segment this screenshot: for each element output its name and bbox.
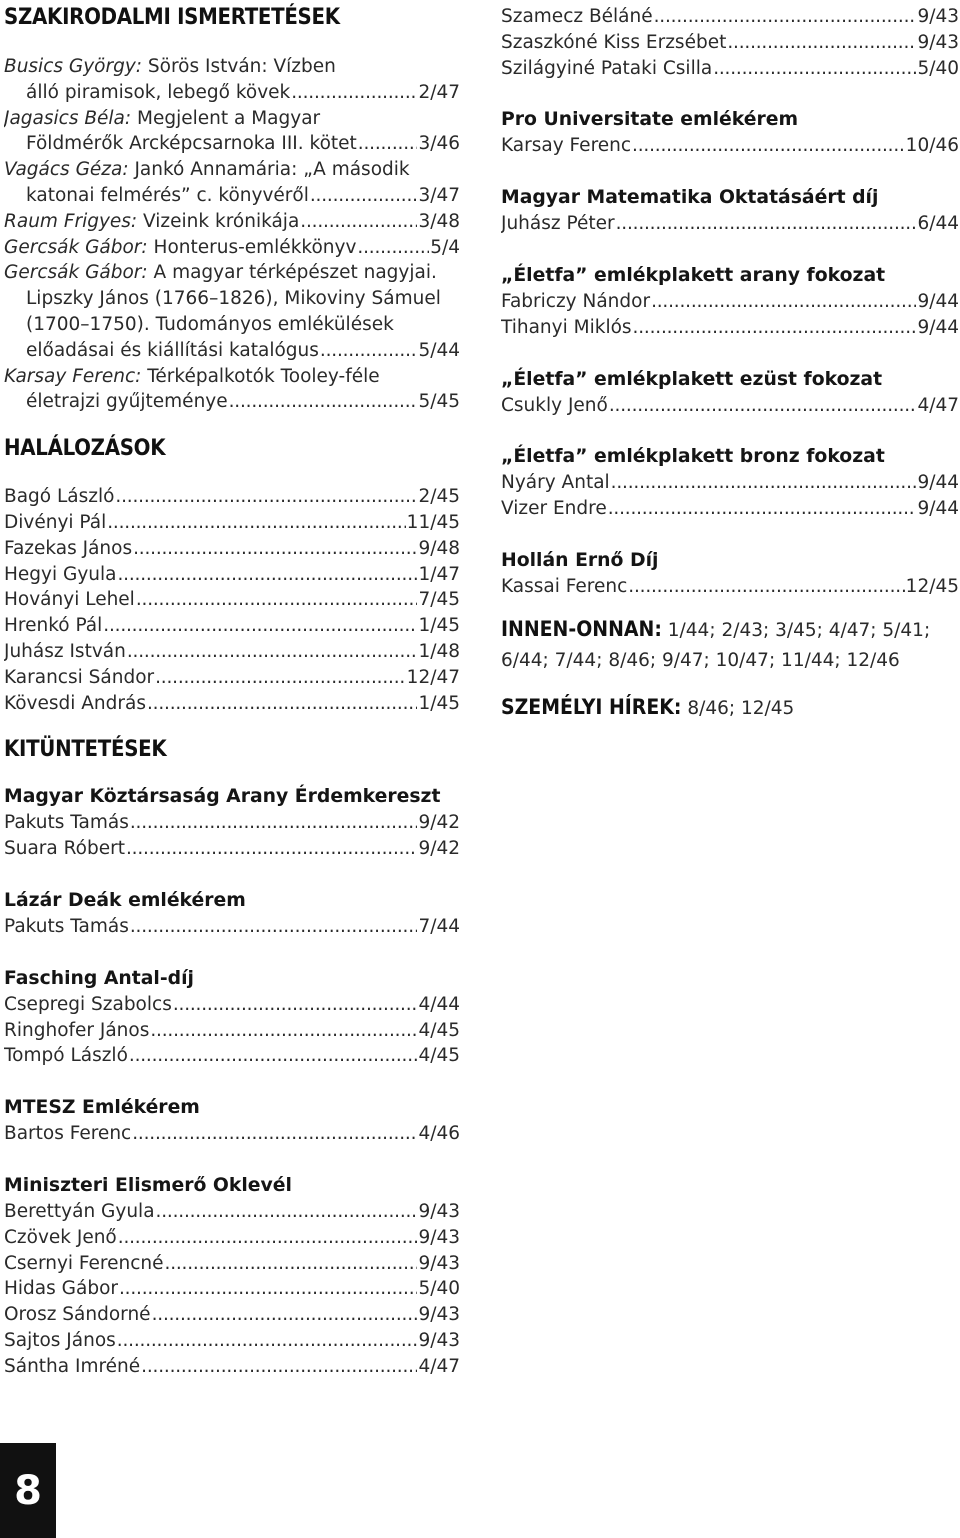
entry-text [4, 209, 299, 235]
dot-leader [117, 1328, 418, 1354]
personal-news-refs: 8/46; 12/45 [687, 697, 795, 719]
group-gap [4, 940, 460, 966]
dot-leader [119, 1276, 417, 1302]
group-gap [501, 159, 959, 185]
entry-text [4, 106, 320, 132]
dot-leader [291, 80, 417, 106]
entry-text: Hidas Gábor [4, 1278, 118, 1300]
award-title: „Életfa” emlékplakett arany fokozat [501, 264, 886, 286]
literature-entry-continuation [4, 338, 460, 364]
obituary-item [4, 639, 460, 665]
dot-leader [628, 574, 904, 600]
literature-entry [4, 235, 460, 261]
literature-entry [4, 106, 460, 132]
issue-ref: 9/43 [917, 6, 959, 27]
deaths-section-title: HALÁLOZÁSOK [4, 436, 166, 462]
dot-leader [357, 235, 429, 261]
entry-text: Hegyi Gyula [4, 563, 117, 585]
dot-leader [654, 4, 917, 30]
issue-ref: 12/47 [406, 666, 460, 688]
entry-author: Gercsák Gábor: [4, 236, 148, 258]
entry-text: Ringhofer János [4, 1019, 150, 1041]
award-recipient [4, 1043, 460, 1069]
entry-text: Szilágyiné Pataki Csilla [501, 57, 713, 79]
issue-ref: 6/44 [917, 213, 959, 235]
personal-news-label: SZEMÉLYI HÍREK: [501, 694, 682, 719]
entry-text: Karancsi Sándor [4, 666, 155, 688]
award-recipient [501, 393, 959, 419]
dot-leader [633, 315, 917, 341]
literature-entry [4, 157, 460, 183]
issue-ref: 9/48 [418, 537, 460, 559]
award-recipient [4, 1251, 460, 1277]
entry-text: katonai felmérés” c. könyvéről [26, 184, 309, 206]
obituary-item [4, 536, 460, 562]
entry-author: Jagasics Béla: [4, 107, 132, 129]
entry-text: Csernyi Ferencné [4, 1252, 164, 1274]
left-column [4, 0, 460, 1379]
entry-text: Pakuts Tamás [4, 812, 129, 834]
entry-text: Sajtos János [4, 1329, 116, 1351]
obituary-item [4, 484, 460, 510]
award-title: Hollán Ernő Díj [501, 549, 659, 571]
entry-title: Honterus-emlékkönyv [153, 236, 357, 258]
entry-title: Sörös István: Vízben [147, 56, 336, 77]
award-recipient [4, 992, 460, 1018]
award-recipient [4, 1225, 460, 1251]
entry-text: Földmérők Arcképcsarnoka III. kötet [26, 133, 357, 155]
deaths-list [4, 484, 460, 716]
dot-leader [118, 562, 418, 588]
award-recipient [4, 1328, 460, 1354]
dot-leader [609, 393, 917, 419]
issue-ref: 3/48 [418, 210, 460, 232]
dot-leader [310, 183, 418, 209]
issue-ref: 2/47 [418, 81, 460, 103]
award-recipient [4, 1276, 460, 1302]
group-gap [4, 1147, 460, 1173]
awards-list-right [501, 81, 959, 599]
entry-text: Tompó László [4, 1045, 128, 1067]
group-gap [501, 341, 959, 367]
entry-text: Sántha Imréné [4, 1355, 141, 1377]
awards-list-left [4, 784, 460, 1379]
award-recipient [501, 56, 959, 82]
group-gap [4, 862, 460, 888]
dot-leader [118, 1225, 418, 1251]
dot-leader [320, 338, 418, 364]
issue-ref: 9/42 [418, 812, 460, 834]
entry-text: Bagó László [4, 486, 115, 508]
dot-leader [156, 1199, 418, 1225]
issue-ref: 3/47 [418, 184, 460, 206]
entry-author: Karsay Ferenc: [4, 365, 142, 387]
award-title: Magyar Köztársaság Arany Érdemkereszt [4, 786, 441, 808]
entry-title: Vizeink krónikája [143, 210, 300, 232]
issue-ref: 1/45 [418, 692, 460, 714]
issue-ref: 5/4 [430, 236, 460, 258]
issue-ref: 7/45 [418, 589, 460, 611]
dot-leader [300, 209, 417, 235]
group-gap [501, 418, 959, 444]
dot-leader [608, 496, 917, 522]
group-gap [501, 522, 959, 548]
dot-leader [147, 691, 417, 717]
literature-entry [4, 364, 460, 390]
literature-entry-continuation [4, 80, 460, 106]
issue-ref: 9/43 [418, 1200, 460, 1222]
entry-text: Szamecz Béláné [501, 6, 653, 27]
issue-ref: 7/44 [418, 915, 460, 937]
award-title: Lázár Deák emlékérem [4, 889, 246, 911]
dot-leader [129, 1043, 418, 1069]
issue-ref: 9/43 [418, 1226, 460, 1248]
literature-entry [4, 260, 460, 286]
issue-ref: 9/43 [418, 1304, 460, 1326]
issue-ref: 1/45 [418, 615, 460, 637]
award-recipient [501, 211, 959, 237]
dot-leader [155, 665, 406, 691]
issue-ref: 1/47 [418, 563, 460, 585]
entry-text: Nyáry Antal [501, 472, 610, 494]
entry-text [4, 157, 410, 183]
entry-text: Kassai Ferenc [501, 575, 628, 597]
dot-leader [616, 211, 917, 237]
issue-ref: 9/44 [917, 316, 959, 338]
entry-text: Bartos Ferenc [4, 1123, 132, 1145]
group-gap [501, 237, 959, 263]
entry-text: Juhász Péter [501, 213, 615, 235]
dot-leader [141, 1354, 417, 1380]
issue-ref: 5/40 [418, 1278, 460, 1300]
entry-text: Lipszky János (1766–1826), Mikoviny Sámuel [26, 288, 441, 310]
group-gap [501, 81, 959, 107]
awards-continuation-list [501, 4, 959, 81]
entry-title: Térképalkotók Tooley-féle [147, 365, 380, 387]
entry-author: Busics György: [4, 56, 143, 77]
issue-ref: 9/43 [917, 31, 959, 53]
issue-ref: 9/42 [418, 838, 460, 860]
issue-ref: 5/44 [418, 339, 460, 361]
award-recipient [4, 1018, 460, 1044]
literature-entry-continuation [4, 131, 460, 157]
entry-text: Orosz Sándorné [4, 1304, 151, 1326]
right-column [501, 0, 959, 724]
awards-section-title: KITÜNTETÉSEK [4, 737, 167, 763]
award-recipient [4, 1121, 460, 1147]
entry-title: Megjelent a Magyar [137, 107, 321, 129]
page-number-box [0, 1443, 56, 1538]
issue-ref: 10/46 [905, 135, 959, 157]
entry-text: életrajzi gyűjteménye [26, 391, 228, 413]
dot-leader [130, 914, 418, 940]
entry-text [4, 54, 336, 80]
dot-leader [651, 289, 916, 315]
literature-entry-continuation [4, 389, 460, 415]
obituary-item [4, 562, 460, 588]
entry-text: Pakuts Tamás [4, 915, 129, 937]
entry-text: Berettyán Gyula [4, 1200, 155, 1222]
entry-text: Suara Róbert [4, 838, 125, 860]
issue-ref: 5/45 [418, 391, 460, 413]
entry-author: Gercsák Gábor: [4, 262, 148, 284]
entry-text [4, 235, 356, 261]
dot-leader [632, 133, 905, 159]
issue-ref: 11/45 [406, 511, 460, 533]
dot-leader [152, 1302, 418, 1328]
award-title: Pro Universitate emlékérem [501, 109, 799, 131]
dot-leader [136, 587, 418, 613]
entry-text [4, 364, 380, 390]
misc-refs: 1/44; 2/43; 3/45; 4/47; 5/41; 6/44; 7/44; 8/46; 9/47; 10/47; 11/44; 12/46 [501, 619, 931, 671]
literature-list [4, 54, 460, 415]
issue-ref: 9/44 [917, 498, 959, 520]
award-title: Miniszteri Elismerő Oklevél [4, 1174, 292, 1196]
issue-ref: 3/46 [418, 133, 460, 155]
obituary-item [4, 613, 460, 639]
issue-ref: 5/40 [917, 57, 959, 79]
award-title: „Életfa” emlékplakett ezüst fokozat [501, 368, 883, 390]
entry-text: Szaszkóné Kiss Erzsébet [501, 31, 727, 53]
entry-text: Divényi Pál [4, 511, 107, 533]
misc-block [501, 614, 959, 676]
award-recipient [4, 810, 460, 836]
entry-text: Kövesdi András [4, 692, 146, 714]
entry-text: (1700–1750). Tudományos emlékülések [26, 313, 394, 335]
award-recipient [4, 1199, 460, 1225]
award-recipient [4, 1302, 460, 1328]
issue-ref: 4/44 [418, 993, 460, 1015]
dot-leader [103, 613, 417, 639]
entry-text: Fabriczy Nándor [501, 290, 651, 312]
issue-ref: 4/46 [418, 1123, 460, 1145]
entry-text: Juhász István [4, 640, 126, 662]
entry-text: Hrenkó Pál [4, 615, 103, 637]
dot-leader [173, 992, 418, 1018]
dot-leader [130, 810, 418, 836]
entry-text: Karsay Ferenc [501, 135, 632, 157]
award-title: MTESZ Emlékérem [4, 1097, 200, 1119]
award-recipient [501, 133, 959, 159]
dot-leader [126, 836, 417, 862]
entry-text: Fazekas János [4, 537, 133, 559]
entry-text: Csepregi Szabolcs [4, 993, 172, 1015]
dot-leader [611, 470, 917, 496]
issue-ref: 9/44 [917, 290, 959, 312]
award-recipient [501, 470, 959, 496]
entry-text: Csukly Jenő [501, 394, 608, 416]
entry-text: álló piramisok, lebegő kövek [26, 81, 291, 103]
entry-text [4, 260, 437, 286]
dot-leader [727, 30, 916, 56]
entry-text: Czövek Jenő [4, 1226, 117, 1248]
obituary-item [4, 665, 460, 691]
obituary-item [4, 691, 460, 717]
award-recipient [4, 1354, 460, 1380]
literature-entry [4, 209, 460, 235]
misc-label: INNEN-ONNAN: [501, 616, 662, 641]
entry-author: Vagács Géza: [4, 159, 129, 181]
dot-leader [132, 1121, 417, 1147]
dot-leader [150, 1018, 417, 1044]
award-title: Magyar Matematika Oktatásáért díj [501, 187, 879, 209]
dot-leader [133, 536, 417, 562]
issue-ref: 9/43 [418, 1329, 460, 1351]
award-title: „Életfa” emlékplakett bronz fokozat [501, 446, 885, 468]
award-recipient [4, 836, 460, 862]
obituary-item [4, 510, 460, 536]
literature-section-title: SZAKIRODALMI ISMERTETÉSEK [4, 5, 340, 30]
issue-ref: 4/45 [418, 1045, 460, 1067]
award-recipient [501, 4, 959, 30]
obituary-item [4, 587, 460, 613]
literature-entry [4, 54, 460, 80]
literature-entry-continuation [4, 312, 460, 338]
issue-ref: 9/44 [917, 472, 959, 494]
literature-entry-continuation [4, 286, 460, 312]
entry-text: Tihanyi Miklós [501, 316, 632, 338]
entry-title: A magyar térképészet nagyjai. [153, 262, 437, 284]
entry-author: Raum Frigyes: [4, 210, 138, 232]
award-recipient [501, 496, 959, 522]
entry-text: Hoványi Lehel [4, 589, 135, 611]
issue-ref: 9/43 [418, 1252, 460, 1274]
award-recipient [501, 574, 959, 600]
award-recipient [501, 315, 959, 341]
issue-ref: 4/47 [917, 394, 959, 416]
issue-ref: 2/45 [418, 486, 460, 508]
issue-ref: 4/45 [418, 1019, 460, 1041]
issue-ref: 1/48 [418, 640, 460, 662]
dot-leader [107, 510, 405, 536]
dot-leader [127, 639, 418, 665]
award-title: Fasching Antal-díj [4, 967, 194, 989]
award-recipient [4, 914, 460, 940]
dot-leader [165, 1251, 418, 1277]
group-gap [4, 1069, 460, 1095]
issue-ref: 12/45 [905, 575, 959, 597]
entry-text: Vizer Endre [501, 498, 607, 520]
entry-title: Jankó Annamária: „A második [134, 159, 410, 181]
page-number: 8 [14, 1467, 42, 1514]
dot-leader [358, 131, 418, 157]
entry-text: előadásai és kiállítási katalógus [26, 339, 319, 361]
award-recipient [501, 30, 959, 56]
dot-leader [115, 484, 417, 510]
issue-ref: 4/47 [418, 1355, 460, 1377]
award-recipient [501, 289, 959, 315]
literature-entry-continuation [4, 183, 460, 209]
dot-leader [713, 56, 916, 82]
dot-leader [229, 389, 418, 415]
personal-news-block [501, 692, 959, 724]
